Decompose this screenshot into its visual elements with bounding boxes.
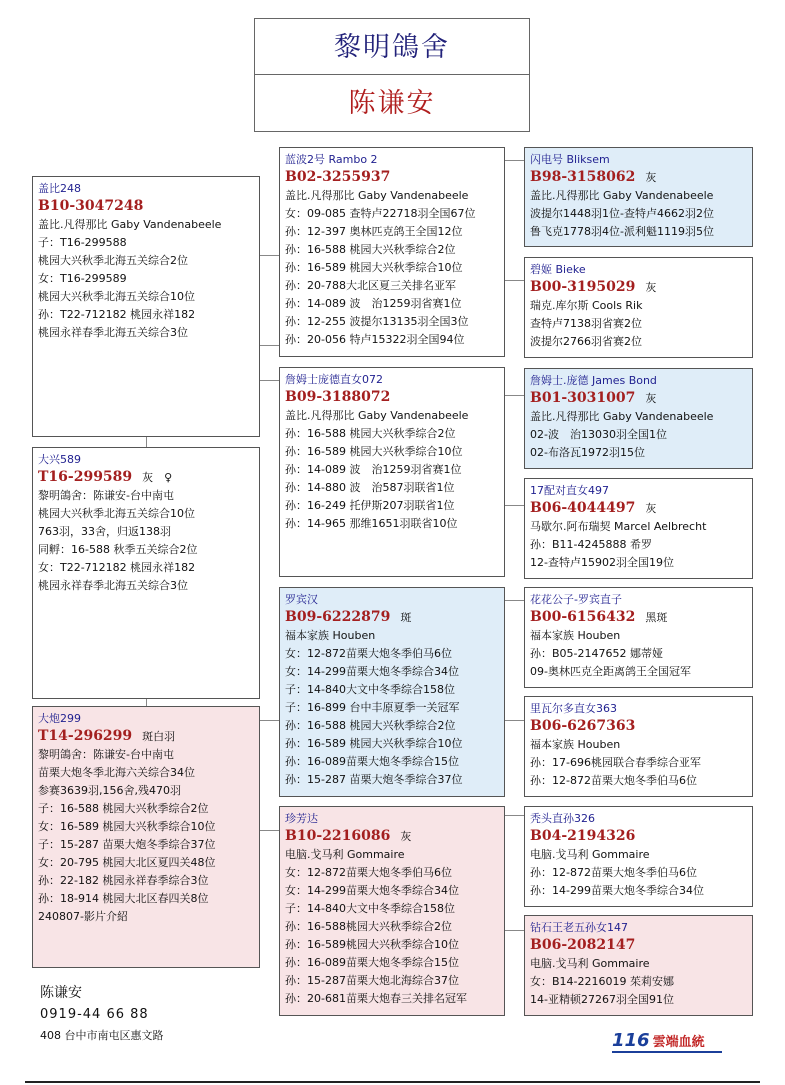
ring-number: B06-2082147 [530,937,636,953]
bird-name: 秃头直孙326 [530,812,595,825]
bird-name: 詹姆士庞德直女072 [285,373,383,386]
achievement-line: 子：14-840大文中冬季综合158位 [285,683,455,696]
achievement-line: 女：14-299苗栗大炮冬季综合34位 [285,665,459,678]
achievement-line: 孙：14-299苗栗大炮冬季综合34位 [530,884,704,897]
achievement-line: 瑞克.库尔斯 Cools Rik [530,299,643,312]
achievement-line: 查特卢7138羽省赛2位 [530,317,642,330]
ring-number-row [38,727,254,746]
achievement-line: 电脑.戈马利 Gommaire [530,957,650,970]
color-sex: 斑 [400,611,412,624]
achievement-line: 子：15-287 苗栗大炮冬季综合37位 [38,838,216,851]
ring-number: B06-4044497 [530,500,636,516]
color-sex: 斑白羽 [142,730,176,743]
achievement-line: 子：T16-299588 [38,236,127,249]
connector-sd-sds [504,395,525,396]
color-sex: 灰 [645,502,657,515]
ring-number-row [285,608,499,627]
color-sex: 灰 [645,392,657,405]
achievement-line: 参赛3639羽,156舍,残470羽 [38,784,181,797]
connector-dam-bird [146,698,147,706]
achievement-line: 孙：22-182 桃园永祥春季综合3位 [38,874,209,887]
achievement-line: 孙：B05-2147652 娜蒂娅 [530,647,663,660]
ring-number: B10-3047248 [38,198,144,214]
ring-number-row [285,827,499,846]
bird-name: 里瓦尔多直女363 [530,702,617,715]
achievement-line: 波提尔2766羽省赛2位 [530,335,642,348]
ring-number: T14-296299 [38,728,133,744]
achievement-line: 波提尔1448羽1位-查特卢4662羽2位 [530,207,714,220]
achievement-line: 黎明鴿舍：陈谦安-台中南屯 [38,748,174,761]
ring-number-row [38,197,254,216]
pedigree-box-dam[interactable] [32,447,260,699]
pedigree-box-dd[interactable] [279,806,505,1016]
bird-name: 大炮299 [38,712,81,725]
achievement-line: 女：12-872苗栗大炮冬季伯马6位 [285,866,452,879]
ring-number: B00-6156432 [530,609,636,625]
connector-ds-dss [504,600,525,601]
color-sex: 灰 [645,281,657,294]
achievement-line: 福本家族 Houben [285,629,376,642]
bird-name: 詹姆士.庞德 James Bond [530,374,657,387]
achievement-line: 孙：16-588 桃园大兴秋季综合2位 [285,243,456,256]
pedigree-box-ddd[interactable] [524,915,753,1016]
achievement-line: 孙：12-397 奥林匹克鸽王全国12位 [285,225,463,238]
connector-ss-ssd [504,280,525,281]
ring-number-row [530,936,747,955]
achievement-line: 女：B14-2216019 茱莉安娜 [530,975,674,988]
pedigree-box-sss[interactable] [524,147,753,247]
achievement-line: 女：T16-299589 [38,272,127,285]
achievement-line: 孙：16-589 桃园大兴秋季综合10位 [285,445,463,458]
bird-name: 珍芳达 [285,812,318,825]
achievement-line: 孙：16-588 桃园大兴秋季综合2位 [285,427,456,440]
achievement-line: 孙：18-914 桃园大北区春四关8位 [38,892,209,905]
logo-underline [612,1051,722,1053]
pedigree-box-ss[interactable] [279,147,505,357]
achievement-line: 孙：17-696桃园联合春季综合亚军 [530,756,701,769]
connector-dd-dds [504,815,525,816]
connector-sd-sdd [504,505,525,506]
achievement-line: 苗栗大炮冬季北海六关综合34位 [38,766,195,779]
achievement-line: 孙：B11-4245888 希罗 [530,538,652,551]
ring-number: B00-3195029 [530,279,636,295]
achievement-line: 孙：15-287苗栗大炮北海综合37位 [285,974,459,987]
achievement-line: 盖比.凡得那比 Gaby Vandenabeele [530,410,714,423]
achievement-line: 子：14-840大文中冬季综合158位 [285,902,455,915]
bird-name: 17配对直女497 [530,484,609,497]
owner-address: 408 台中市南屯区惠文路 [40,1029,164,1042]
achievement-line: 孙：20-056 特卢15322羽全国94位 [285,333,465,346]
owner-name: 陈谦安 [40,985,82,1001]
ring-number: B04-2194326 [530,828,636,844]
ring-number: B06-6267363 [530,718,636,734]
achievement-line: 马歇尔.阿布瑞契 Marcel Aelbrecht [530,520,707,533]
pedigree-box-sd[interactable] [279,367,505,577]
ring-number-row [530,717,747,736]
ring-number-row [530,827,747,846]
achievement-line: 电脑.戈马利 Gommaire [530,848,650,861]
pedigree-box-dsd[interactable] [524,696,753,797]
achievement-line: 02-布洛瓦1972羽15位 [530,446,645,459]
achievement-line: 孙：16-589桃园大兴秋季综合10位 [285,938,459,951]
achievement-line: 孙：20-788大北区夏三关排名亚军 [285,279,456,292]
color-sex: 灰 [400,830,412,843]
ring-number: T16-299589 [38,469,133,485]
achievement-line: 黎明鴿舍：陈谦安-台中南屯 [38,489,174,502]
ring-number-row [285,388,499,407]
bird-name: 罗宾汉 [285,593,318,606]
color-sex: 灰 [645,171,657,184]
owner-contact [40,982,164,1046]
cloud-pedigree-logo [612,1030,722,1054]
achievement-line: 763羽，33舍，归返138羽 [38,525,171,538]
connector-dam-dd [259,830,280,831]
pedigree-box-dss[interactable] [524,587,753,688]
achievement-line: 孙：20-681苗栗大炮春三关排名冠军 [285,992,467,1005]
achievement-line: 女：12-872苗栗大炮冬季伯马6位 [285,647,452,660]
achievement-line: 孙：12-872苗栗大炮冬季伯马6位 [530,866,697,879]
pedigree-box-sds[interactable] [524,368,753,469]
achievement-line: 孙：16-589 桃园大兴秋季综合10位 [285,737,463,750]
ring-number: B09-3188072 [285,389,391,405]
bird-name: 钻石王老五孙女147 [530,921,628,934]
achievement-line: 桃园大兴秋季北海五关综合10位 [38,507,195,520]
pedigree-box-sdd[interactable] [524,478,753,579]
achievement-line: 孙：15-287 苗栗大炮冬季综合37位 [285,773,463,786]
pedigree-box-bird[interactable] [32,706,260,968]
logo-number: 116 [612,1030,650,1051]
connector-ss-sss [504,160,525,161]
color-sex: 灰 ♀ [142,471,173,484]
bottom-rule [25,1081,760,1083]
bird-name: 大兴589 [38,453,81,466]
connector-dd-ddd [504,930,525,931]
achievement-line: 福本家族 Houben [530,629,621,642]
ring-number: B10-2216086 [285,828,391,844]
achievement-line: 240807-影片介紹 [38,910,128,923]
color-sex: 黑斑 [645,611,668,624]
connector-sire [259,255,280,256]
ring-number: B01-3031007 [530,390,636,406]
ring-number-row [530,389,747,408]
pedigree-box-ssd[interactable] [524,257,753,358]
achievement-line: 孙：16-089苗栗大炮冬季综合15位 [285,956,459,969]
achievement-line: 孙：12-255 波提尔13135羽全国3位 [285,315,469,328]
connector-sire-sd [259,380,280,381]
achievement-line: 桃园大兴秋季北海五关综合10位 [38,290,195,303]
achievement-line: 孙：14-089 波 治1259羽省赛1位 [285,463,462,476]
achievement-line: 子：16-899 台中丰原夏季一关冠军 [285,701,460,714]
bird-name: 花花公子-罗宾直子 [530,593,622,606]
achievement-line: 盖比.凡得那比 Gaby Vandenabeele [38,218,222,231]
achievement-line: 02-波 治13030羽全国1位 [530,428,667,441]
connector-dam-ds [259,720,280,721]
achievement-line: 孙：16-589 桃园大兴秋季综合10位 [285,261,463,274]
owner-phone: 0919-44 66 88 [40,1007,149,1022]
achievement-line: 孙：16-249 托伊斯207羽联省1位 [285,499,455,512]
ring-number-row [38,468,254,487]
achievement-line: 女：14-299苗栗大炮冬季综合34位 [285,884,459,897]
loft-name: 黎明鴿舍 [254,18,530,75]
achievement-line: 女：20-795 桃园大北区夏四关48位 [38,856,216,869]
ring-number-row [530,278,747,297]
achievement-line: 桃园永祥春季北海五关综合3位 [38,326,188,339]
achievement-line: 鲁飞克1778羽4位-派利魁1119羽5位 [530,225,714,238]
ring-number: B02-3255937 [285,169,391,185]
achievement-line: 14-亚精顿27267羽全国91位 [530,993,674,1006]
achievement-line: 12-查特卢15902羽全国19位 [530,556,674,569]
achievement-line: 电脑.戈马利 Gommaire [285,848,405,861]
owner-name-header: 陈谦安 [254,74,530,132]
connector-ds-dsd [504,720,525,721]
achievement-line: 孙：16-588桃园大兴秋季综合2位 [285,920,452,933]
achievement-line: 孙：14-880 波 治587羽联省1位 [285,481,455,494]
pedigree-box-dds[interactable] [524,806,753,907]
bird-name: 蓝波2号 Rambo 2 [285,153,378,166]
achievement-line: 同孵：16-588 秋季五关综合2位 [38,543,198,556]
achievement-line: 盖比.凡得那比 Gaby Vandenabeele [285,189,469,202]
achievement-line: 桃园永祥春季北海五关综合3位 [38,579,188,592]
bird-name: 碧姬 Bieke [530,263,586,276]
pedigree-box-ds[interactable] [279,587,505,797]
achievement-line: 盖比.凡得那比 Gaby Vandenabeele [530,189,714,202]
achievement-line: 孙：12-872苗栗大炮冬季伯马6位 [530,774,697,787]
logo-text: 雲端血統 [652,1035,705,1050]
achievement-line: 女：09-085 查特卢22718羽全国67位 [285,207,476,220]
bird-name: 闪电号 Bliksem [530,153,610,166]
pedigree-box-sire[interactable] [32,176,260,437]
ring-number-row [285,168,499,187]
bird-name: 盖比248 [38,182,81,195]
ring-number: B98-3158062 [530,169,636,185]
achievement-line: 女：16-589 桃园大兴秋季综合10位 [38,820,216,833]
achievement-line: 孙：T22-712182 桃园永祥182 [38,308,196,321]
achievement-line: 孙：16-089苗栗大炮冬季综合15位 [285,755,459,768]
achievement-line: 桃园大兴秋季北海五关综合2位 [38,254,188,267]
ring-number-row [530,499,747,518]
achievement-line: 09-奥林匹克全距离鸽王全国冠军 [530,665,691,678]
achievement-line: 孙：14-965 那维1651羽联省10位 [285,517,458,530]
achievement-line: 盖比.凡得那比 Gaby Vandenabeele [285,409,469,422]
achievement-line: 女：T22-712182 桃园永祥182 [38,561,196,574]
achievement-line: 孙：14-089 波 治1259羽省赛1位 [285,297,462,310]
achievement-line: 福本家族 Houben [530,738,621,751]
connector-sire-ss [259,345,280,346]
achievement-line: 孙：16-588 桃园大兴秋季综合2位 [285,719,456,732]
ring-number-row [530,168,747,187]
achievement-line: 子：16-588 桃园大兴秋季综合2位 [38,802,209,815]
ring-number: B09-6222879 [285,609,391,625]
ring-number-row [530,608,747,627]
